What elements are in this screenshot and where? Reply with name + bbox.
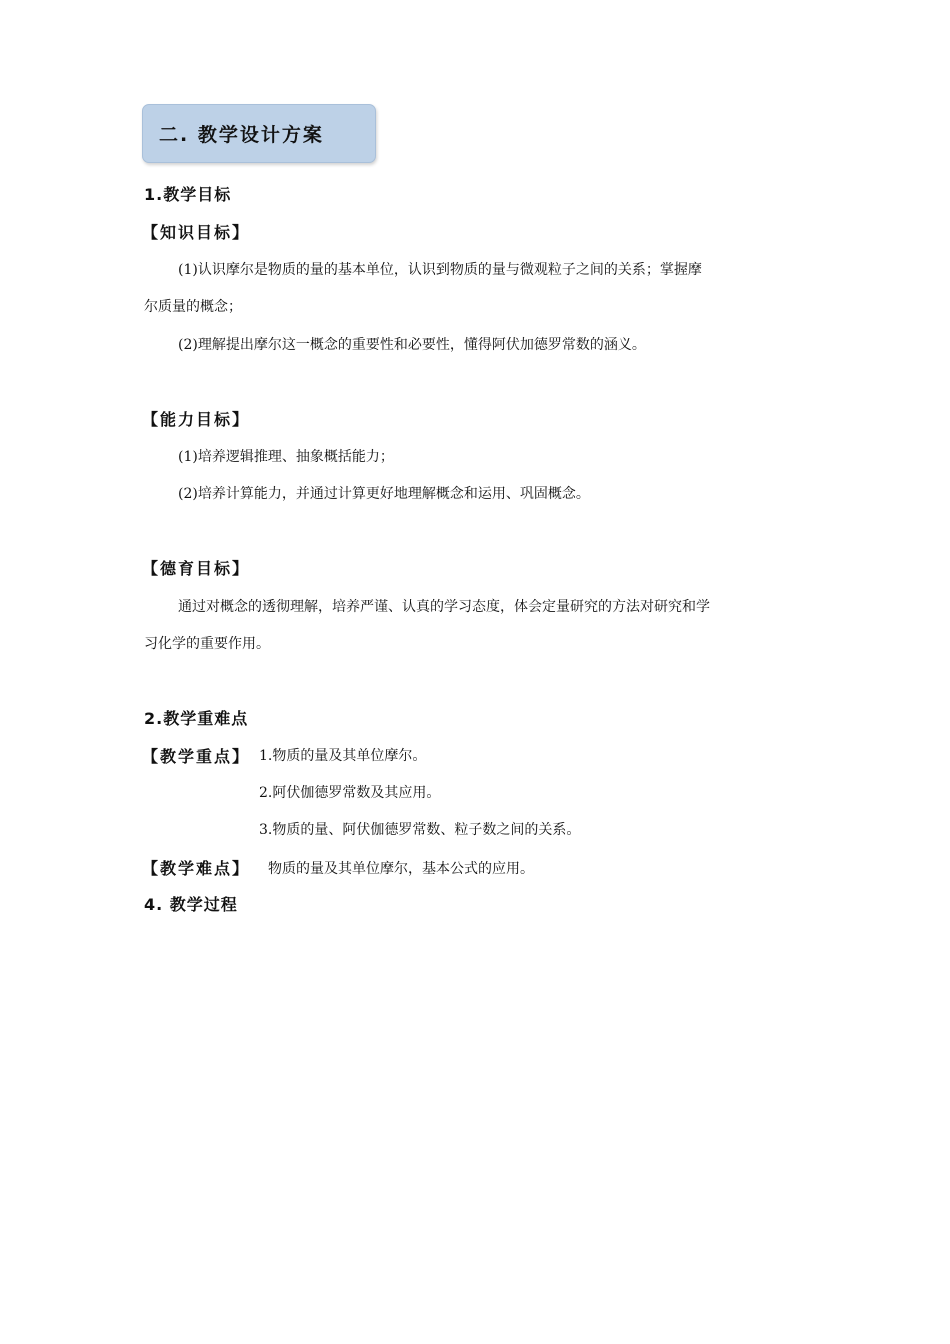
knowledge-line-1b: 尔质量的概念； [144,299,242,315]
objectives-heading: 1.教学目标 [144,185,232,204]
focus-item-3: 3.物质的量、阿伏伽德罗常数、粒子数之间的关系。 [259,822,581,838]
ability-line-2: (2)培养计算能力，并通过计算更好地理解概念和运用、巩固概念。 [178,486,590,502]
process-heading: 4. 教学过程 [144,895,238,914]
moral-objective-title: 【德育目标】 [142,559,251,578]
section-title: 二. 教学设计方案 [159,124,324,146]
moral-line-1b: 习化学的重要作用。 [144,636,270,652]
section-header-box [142,104,376,163]
difficulty-title: 【教学难点】 [142,859,251,878]
knowledge-line-2: (2)理解提出摩尔这一概念的重要性和必要性，懂得阿伏加德罗常数的涵义。 [178,337,646,353]
difficulty-text: 物质的量及其单位摩尔，基本公式的应用。 [268,861,534,877]
knowledge-line-1a: (1)认识摩尔是物质的量的基本单位，认识到物质的量与微观粒子之间的关系；掌握摩 [178,262,702,278]
ability-objective-title: 【能力目标】 [142,410,251,429]
focus-item-1: 1.物质的量及其单位摩尔。 [259,748,427,764]
focus-title: 【教学重点】 [142,747,251,766]
focus-item-2: 2.阿伏伽德罗常数及其应用。 [259,785,441,801]
moral-line-1a: 通过对概念的透彻理解，培养严谨、认真的学习态度，体会定量研究的方法对研究和学 [178,599,710,615]
ability-line-1: (1)培养逻辑推理、抽象概括能力； [178,449,394,465]
knowledge-objective-title: 【知识目标】 [142,223,251,242]
key-points-heading: 2.教学重难点 [144,709,249,728]
